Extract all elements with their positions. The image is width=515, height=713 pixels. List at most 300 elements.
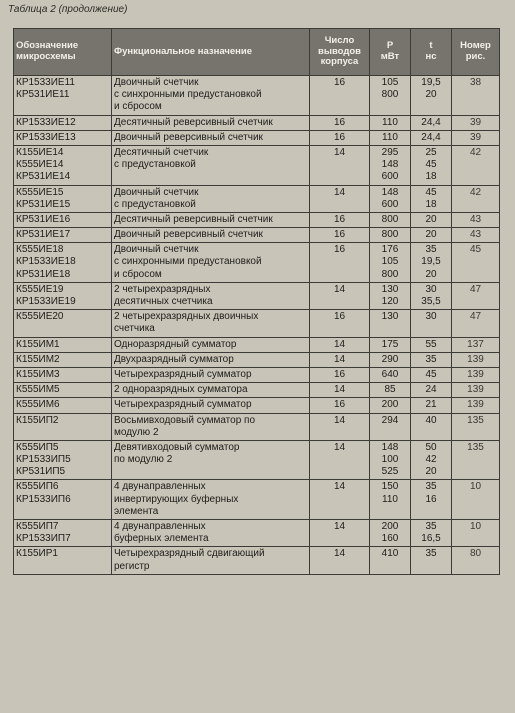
cell-line: 640 xyxy=(381,368,399,380)
cell-line: 14 xyxy=(333,338,346,350)
figure-cell xyxy=(452,185,500,212)
table-row xyxy=(14,76,500,116)
cell-line: 50 xyxy=(425,441,437,453)
cell-line: 42 xyxy=(469,186,482,198)
cell-line: 55 xyxy=(425,338,437,350)
function-cell xyxy=(112,243,310,283)
table-row xyxy=(14,282,500,309)
cell-line: КР531ИЕ11 xyxy=(16,89,70,101)
cell-line: счетчика xyxy=(114,323,155,335)
table-row xyxy=(14,115,500,130)
chip-cell xyxy=(14,185,112,212)
delay-cell xyxy=(411,185,452,212)
pins-cell xyxy=(310,352,370,367)
cell-line: 16 xyxy=(333,131,346,143)
chip-cell xyxy=(14,480,112,520)
cell-line: 137 xyxy=(467,338,484,350)
power-cell xyxy=(370,440,411,480)
chip-cell xyxy=(14,212,112,227)
chip-cell xyxy=(14,243,112,283)
cell-line: t xyxy=(429,40,433,52)
cell-line: 130 xyxy=(381,283,399,295)
header-chip xyxy=(14,29,112,76)
cell-line: мВт xyxy=(380,51,400,62)
cell-line: 16 xyxy=(333,213,346,225)
cell-line: К155ИМ3 xyxy=(16,368,60,380)
table-caption: Таблица 2 (продолжение) xyxy=(8,4,128,15)
figure-cell xyxy=(452,212,500,227)
cell-line: 139 xyxy=(467,368,484,380)
power-cell xyxy=(370,76,411,116)
function-cell xyxy=(112,352,310,367)
cell-line: 148 xyxy=(381,159,399,171)
cell-line: 139 xyxy=(467,399,484,411)
cell-line: 45 xyxy=(469,244,482,256)
power-cell xyxy=(370,480,411,520)
figure-cell xyxy=(452,480,500,520)
cell-line: 295 xyxy=(381,146,399,158)
header-delay xyxy=(411,29,452,76)
figure-cell xyxy=(452,440,500,480)
function-cell xyxy=(112,398,310,413)
power-cell xyxy=(370,243,411,283)
cell-line: 120 xyxy=(381,296,399,307)
chip-cell xyxy=(14,383,112,398)
cell-line: 800 xyxy=(381,229,399,241)
function-cell xyxy=(112,413,310,440)
delay-cell xyxy=(411,115,452,130)
cell-line: 135 xyxy=(467,414,484,426)
table-row xyxy=(14,398,500,413)
cell-line: 4 двунаправленных xyxy=(114,481,206,493)
cell-line: 150 xyxy=(381,481,399,493)
cell-line: с синхронными предустановкой xyxy=(114,256,262,268)
cell-line: К555ИЕ19 xyxy=(16,283,64,295)
cell-line: КР1533ИП5 xyxy=(16,454,71,466)
delay-cell xyxy=(411,145,452,185)
power-cell xyxy=(370,352,411,367)
cell-line: 110 xyxy=(382,131,398,143)
delay-cell xyxy=(411,520,452,547)
cell-line: КР531ИЕ15 xyxy=(16,198,71,210)
cell-line: К555ИП7 xyxy=(16,521,59,532)
cell-line: 25 xyxy=(425,146,437,158)
cell-line: Десятичный счетчик xyxy=(114,146,209,158)
cell-line: 148 xyxy=(381,186,399,198)
function-cell xyxy=(112,185,310,212)
chip-cell xyxy=(14,282,112,309)
table-row xyxy=(14,337,500,352)
function-cell xyxy=(112,145,310,185)
cell-line: 16 xyxy=(333,368,346,380)
cell-line: 38 xyxy=(469,77,482,88)
power-cell xyxy=(370,185,411,212)
cell-line: корпуса xyxy=(320,56,359,68)
cell-line: с предустановкой xyxy=(114,198,196,210)
cell-line: регистр xyxy=(114,560,150,572)
cell-line: Одноразрядный сумматор xyxy=(114,338,237,350)
pins-cell xyxy=(310,282,370,309)
cell-line: 20 xyxy=(425,466,437,478)
delay-cell xyxy=(411,352,452,367)
chip-cell xyxy=(14,547,112,574)
cell-line: Десятичный реверсивный счетчик xyxy=(114,116,273,128)
cell-line: 139 xyxy=(467,353,484,365)
table-row xyxy=(14,352,500,367)
function-cell xyxy=(112,520,310,547)
delay-cell xyxy=(411,282,452,309)
delay-cell xyxy=(411,228,452,243)
cell-line: КР1533ИЕ11 xyxy=(16,77,75,88)
cell-line: КР531ИЕ18 xyxy=(16,268,71,280)
power-cell xyxy=(370,115,411,130)
cell-line: 14 xyxy=(333,384,346,396)
cell-line: Двоичный реверсивный счетчик xyxy=(114,131,263,143)
power-cell xyxy=(370,520,411,547)
cell-line: 19,5 xyxy=(421,77,441,88)
cell-line: 20 xyxy=(425,268,437,280)
cell-line: по модулю 2 xyxy=(114,454,173,466)
figure-cell xyxy=(452,282,500,309)
cell-line: 42 xyxy=(469,146,482,158)
cell-line: 14 xyxy=(333,186,346,198)
cell-line: 110 xyxy=(382,493,398,505)
cell-line: выводов xyxy=(317,45,362,57)
cell-line: 16 xyxy=(425,493,437,505)
cell-line: 14 xyxy=(333,283,346,295)
cell-line: нс xyxy=(425,51,437,62)
cell-line: КР1533ИЕ13 xyxy=(16,131,76,143)
delay-cell xyxy=(411,76,452,116)
chip-cell xyxy=(14,310,112,337)
cell-line: 45 xyxy=(425,186,437,198)
table-row xyxy=(14,520,500,547)
pins-cell xyxy=(310,185,370,212)
cell-line: 18 xyxy=(425,198,437,210)
table-row xyxy=(14,383,500,398)
cell-line: 47 xyxy=(469,311,482,323)
cell-line: 14 xyxy=(333,548,346,560)
delay-cell xyxy=(411,243,452,283)
cell-line: КР531ИЕ16 xyxy=(16,213,71,225)
power-cell xyxy=(370,228,411,243)
figure-cell xyxy=(452,398,500,413)
cell-line: 2 четырехразрядных xyxy=(114,283,211,295)
cell-line: 47 xyxy=(469,283,482,295)
cell-line: 148 xyxy=(381,441,399,453)
cell-line: Девятивходовый сумматор xyxy=(114,441,240,453)
figure-cell xyxy=(452,337,500,352)
cell-line: 24,4 xyxy=(421,116,441,128)
header-power xyxy=(370,29,411,76)
cell-line: микросхемы xyxy=(16,51,76,62)
chip-cell xyxy=(14,145,112,185)
cell-line: К555ИЕ14 xyxy=(16,159,64,171)
chip-cell xyxy=(14,76,112,116)
cell-line: 16 xyxy=(333,399,346,411)
cell-line: 20 xyxy=(425,213,437,225)
chip-cell xyxy=(14,440,112,480)
cell-line: 2 одноразрядных сумматора xyxy=(114,384,248,396)
cell-line: КР1533ИЕ12 xyxy=(16,116,76,128)
cell-line: КР531ИП5 xyxy=(16,466,66,478)
cell-line: 24,4 xyxy=(421,131,441,143)
delay-cell xyxy=(411,337,452,352)
figure-cell xyxy=(452,310,500,337)
delay-cell xyxy=(411,413,452,440)
delay-cell xyxy=(411,398,452,413)
table-row xyxy=(14,413,500,440)
cell-line: К555ИП6 xyxy=(16,481,59,493)
chip-cell xyxy=(14,520,112,547)
pins-cell xyxy=(310,413,370,440)
function-cell xyxy=(112,310,310,337)
cell-line: 19,5 xyxy=(421,256,441,268)
cell-line: К155ИЕ14 xyxy=(16,146,64,158)
cell-line: 85 xyxy=(384,384,396,396)
cell-line: 40 xyxy=(425,414,437,426)
power-cell xyxy=(370,212,411,227)
cell-line: и сбросом xyxy=(114,101,162,113)
figure-cell xyxy=(452,115,500,130)
delay-cell xyxy=(411,383,452,398)
cell-line: 35 xyxy=(425,481,437,493)
cell-line: Двоичный счетчик xyxy=(114,244,199,256)
cell-line: с синхронными предустановкой xyxy=(114,89,262,101)
power-cell xyxy=(370,145,411,185)
cell-line: 105 xyxy=(381,77,399,88)
cell-line: 10 xyxy=(469,481,482,493)
cell-line: К155ИП2 xyxy=(16,414,59,426)
pins-cell xyxy=(310,310,370,337)
cell-line: Двухразрядный сумматор xyxy=(114,353,234,365)
cell-line: десятичных счетчика xyxy=(114,296,213,307)
delay-cell xyxy=(411,440,452,480)
function-cell xyxy=(112,337,310,352)
function-cell xyxy=(112,115,310,130)
cell-line: КР531ИЕ14 xyxy=(16,171,71,183)
chip-cell xyxy=(14,228,112,243)
cell-line: 45 xyxy=(425,159,437,171)
cell-line: 18 xyxy=(425,171,437,183)
cell-line: 525 xyxy=(381,466,399,478)
delay-cell xyxy=(411,212,452,227)
figure-cell xyxy=(452,145,500,185)
power-cell xyxy=(370,367,411,382)
chip-spec-table xyxy=(13,28,500,575)
cell-line: с предустановкой xyxy=(114,159,196,171)
cell-line: К155ИМ1 xyxy=(16,338,60,350)
power-cell xyxy=(370,310,411,337)
header-figure xyxy=(452,29,500,76)
cell-line: КР1533ИП7 xyxy=(16,533,71,545)
cell-line: элемента xyxy=(114,505,159,517)
cell-line: 200 xyxy=(381,521,399,532)
figure-cell xyxy=(452,367,500,382)
table-row xyxy=(14,480,500,520)
pins-cell xyxy=(310,228,370,243)
function-cell xyxy=(112,76,310,116)
cell-line: 14 xyxy=(333,414,346,426)
table-row xyxy=(14,185,500,212)
cell-line: 130 xyxy=(381,311,399,323)
cell-line: 14 xyxy=(333,146,346,158)
cell-line: 10 xyxy=(469,521,482,532)
cell-line: 42 xyxy=(425,454,437,466)
cell-line: К555ИЕ15 xyxy=(16,186,64,198)
cell-line: Четырехразрядный сумматор xyxy=(114,399,252,411)
chip-cell xyxy=(14,337,112,352)
cell-line: 410 xyxy=(381,548,399,560)
cell-line: 21 xyxy=(425,399,437,411)
cell-line: 110 xyxy=(382,116,398,128)
cell-line: рис. xyxy=(465,51,486,62)
function-cell xyxy=(112,130,310,145)
cell-line: 39 xyxy=(469,131,482,143)
table-row xyxy=(14,367,500,382)
table-row xyxy=(14,212,500,227)
cell-line: 135 xyxy=(467,441,484,453)
cell-line: 176 xyxy=(381,244,399,256)
delay-cell xyxy=(411,547,452,574)
cell-line: 2 четырехразрядных двоичных xyxy=(114,311,259,323)
function-cell xyxy=(112,282,310,309)
cell-line: КР1533ИП6 xyxy=(16,493,71,505)
cell-line: 43 xyxy=(469,229,482,241)
pins-cell xyxy=(310,145,370,185)
power-cell xyxy=(370,337,411,352)
cell-line: 600 xyxy=(381,171,399,183)
power-cell xyxy=(370,547,411,574)
table-row xyxy=(14,243,500,283)
cell-line: 100 xyxy=(381,454,399,466)
pins-cell xyxy=(310,115,370,130)
cell-line: буферных элемента xyxy=(114,533,209,545)
cell-line: Двоичный счетчик xyxy=(114,77,199,88)
cell-line: 16 xyxy=(333,311,346,323)
cell-line: 35 xyxy=(425,244,437,256)
figure-cell xyxy=(452,130,500,145)
cell-line: 139 xyxy=(467,384,484,396)
power-cell xyxy=(370,130,411,145)
cell-line: 14 xyxy=(333,481,346,493)
cell-line: 800 xyxy=(381,268,399,280)
cell-line: инвертирующих буферных xyxy=(114,493,239,505)
cell-line: Функциональное назначение xyxy=(114,45,253,57)
cell-line: КР531ИЕ17 xyxy=(16,229,71,241)
delay-cell xyxy=(411,310,452,337)
cell-line: 14 xyxy=(333,521,346,532)
cell-line: Двоичный счетчик xyxy=(114,186,199,198)
figure-cell xyxy=(452,413,500,440)
cell-line: 45 xyxy=(425,368,437,380)
cell-line: К555ИП5 xyxy=(16,441,59,453)
header-pins xyxy=(310,29,370,76)
cell-line: модулю 2 xyxy=(114,426,159,438)
pins-cell xyxy=(310,367,370,382)
cell-line: 16 xyxy=(333,116,346,128)
cell-line: 20 xyxy=(425,89,437,101)
figure-cell xyxy=(452,352,500,367)
cell-line: Номер xyxy=(460,40,491,52)
cell-line: 39 xyxy=(469,116,482,128)
figure-cell xyxy=(452,243,500,283)
power-cell xyxy=(370,413,411,440)
function-cell xyxy=(112,480,310,520)
cell-line: 30 xyxy=(425,311,437,323)
chip-cell xyxy=(14,367,112,382)
function-cell xyxy=(112,212,310,227)
pins-cell xyxy=(310,480,370,520)
figure-cell xyxy=(452,228,500,243)
cell-line: 4 двунаправленных xyxy=(114,521,206,532)
cell-line: Число xyxy=(324,34,355,46)
cell-line: Четырехразрядный сумматор xyxy=(114,368,252,380)
table-row xyxy=(14,310,500,337)
function-cell xyxy=(112,228,310,243)
cell-line: Десятичный реверсивный счетчик xyxy=(114,213,273,225)
function-cell xyxy=(112,440,310,480)
cell-line: 35 xyxy=(425,548,437,560)
cell-line: 35 xyxy=(425,353,437,365)
pins-cell xyxy=(310,383,370,398)
table-row xyxy=(14,440,500,480)
chip-cell xyxy=(14,413,112,440)
figure-cell xyxy=(452,383,500,398)
chip-cell xyxy=(14,398,112,413)
cell-line: 16,5 xyxy=(421,533,441,545)
cell-line: 294 xyxy=(381,414,399,426)
pins-cell xyxy=(310,398,370,413)
cell-line: К555ИЕ20 xyxy=(16,311,64,323)
pins-cell xyxy=(310,76,370,116)
cell-line: 24 xyxy=(425,384,437,396)
delay-cell xyxy=(411,480,452,520)
cell-line: 800 xyxy=(381,89,399,101)
function-cell xyxy=(112,547,310,574)
pins-cell xyxy=(310,130,370,145)
figure-cell xyxy=(452,520,500,547)
cell-line: 43 xyxy=(469,213,482,225)
cell-line: 20 xyxy=(425,229,437,241)
cell-line: 800 xyxy=(381,213,399,225)
cell-line: К555ИМ6 xyxy=(16,399,60,411)
cell-line: 16 xyxy=(333,244,346,256)
cell-line: К155ИМ2 xyxy=(16,353,60,365)
cell-line: 14 xyxy=(333,441,346,453)
cell-line: 16 xyxy=(333,229,346,241)
pins-cell xyxy=(310,337,370,352)
figure-cell xyxy=(452,547,500,574)
cell-line: Четырехразрядный сдвигающий xyxy=(114,548,265,560)
power-cell xyxy=(370,398,411,413)
pins-cell xyxy=(310,547,370,574)
cell-line: Обозначение xyxy=(16,40,79,52)
pins-cell xyxy=(310,243,370,283)
chip-cell xyxy=(14,130,112,145)
cell-line: 200 xyxy=(381,399,399,411)
cell-line: 35,5 xyxy=(421,296,441,307)
table-header-row xyxy=(14,29,500,76)
cell-line: Двоичный реверсивный счетчик xyxy=(114,229,263,241)
cell-line: К155ИР1 xyxy=(16,548,58,560)
table-row xyxy=(14,130,500,145)
table-row xyxy=(14,547,500,574)
cell-line: К555ИЕ18 xyxy=(16,244,64,256)
pins-cell xyxy=(310,440,370,480)
power-cell xyxy=(370,383,411,398)
figure-cell xyxy=(452,76,500,116)
